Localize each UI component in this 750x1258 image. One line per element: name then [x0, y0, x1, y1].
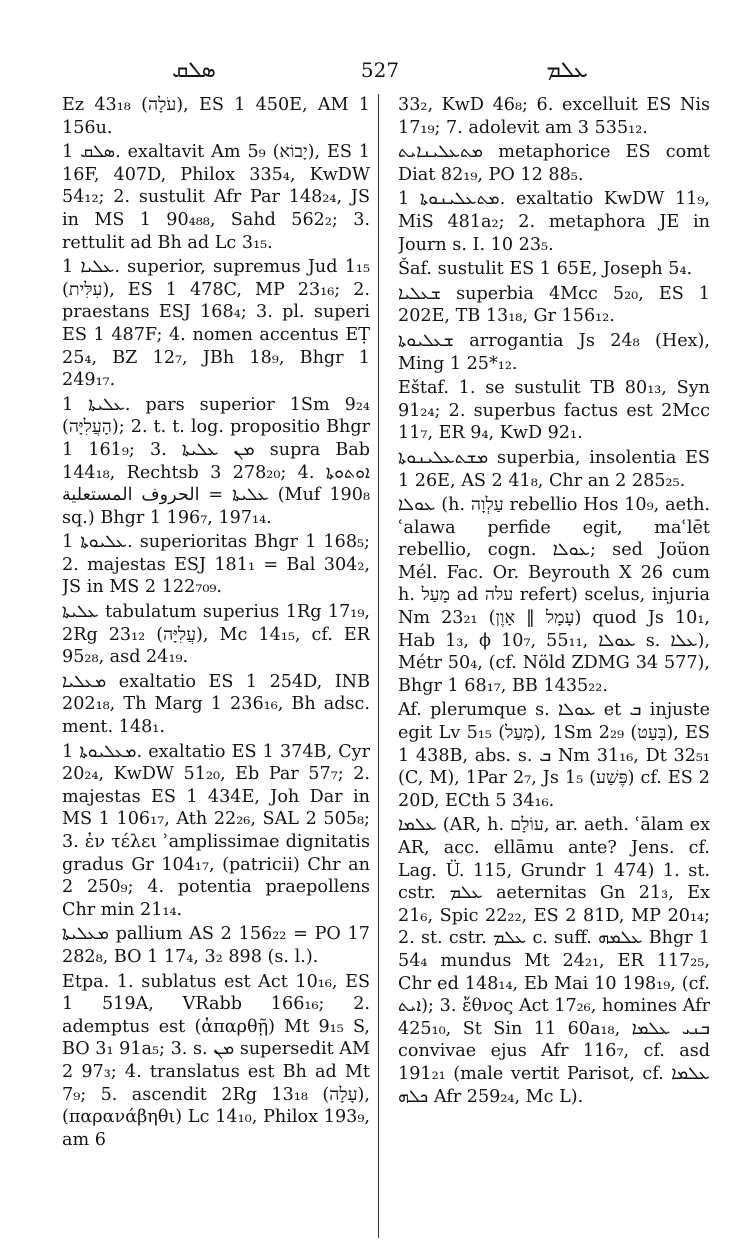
entry: ܥܠܝܐ 1. superior, supremus Jud 1₁₅ (עִלִּית), ES 1 478C, MP 23₁₆; 2. praestans ESJ 168₄; 3. pl. superi ES 1 487F; 4. nomen accentus EṬ 25₄, BZ 12₇, JBh 18₉, Bhgr 1 249₁₇. — [62, 257, 370, 391]
entry: ܡܥܠܝܘܬܐ 1. exaltatio ES 1 374B, Cyr 20₂₄, KwDW 51₂₀, Eb Par 57₇; 2. majestas ES 1 434E, Joh Dar in MS 1 106₁₇, Ath 22₂₆, SAL 2 505₈; 3. ἐν τέλει ʾamplissimae dignitatis gradus Gr 104₁₇, (patricii) Chr an 2 250₉; 4. potentia praepollens Chr min 21₁₄. — [62, 741, 370, 920]
entry: ܫܥܠܝܘܬܐ arrogantia Js 24₈ (Hex), Ming 1 25*₁₂. — [398, 330, 710, 374]
entry: ܡܥܠܝܬܐ pallium AS 2 156₂₂ = PO 17 282₈, BO 1 17₄, 3₂ 898 (s. l.). — [62, 924, 370, 967]
entry: ܥܘܠܐ (h. עַלְוָה rebellio Hos 10₉, aeth. ʿalawa perfide egit, maʿlēt rebellio, cogn. ܥܘܠܐ; sed Joüon Mél. Fac. Or. Beyrouth X 26 cum h. מָעַל ad עלה refert) scelus, injuria Nm 23₂₁ (עָמָל ‖ אָוֶן) quod Js 10₁, Hab 1₃, ϕ 10₇, 55₁₁, ܥܘܠܐ s. ܥܠܐ), Métr 50₄, (cf. Nöld ZDMG 34 577), Bhgr 1 68₁₇, BB 1435₂₂. — [398, 495, 710, 696]
entry: 33₂, KwD 46₈; 6. excelluit ES Nis 17₁₉; 7. adolevit am 3 535₁₂. — [398, 95, 710, 138]
column-divider — [378, 94, 379, 1238]
entry: ܥܠܝܬܐ tabulatum superius 1Rg 17₁₉, 2Rg 23₁₂ (עֲלִיָּה), Mc 14₁₅, cf. ER 95₂₈, asd 24₁₉. — [62, 602, 370, 668]
running-head — [60, 58, 700, 82]
entry: Ez 43₁₈ (עֹלָה), ES 1 450E, AM 1 156u. — [62, 95, 370, 138]
page-number: 527 — [360, 58, 400, 82]
entry: ܫܥܠܝܐ superbia 4Mcc 5₂₀, ES 1 202E, TB 13₁₈, Gr 156₁₂. — [398, 283, 710, 327]
running-head-left-letter: ܣܠܩ — [172, 58, 216, 83]
entry: ܡܬܥܠܝܢܘܬܐ 1. exaltatio KwDW 11₉, MiS 481a₂; 2. metaphora JE in Journ s. I. 10 23₅. — [398, 189, 710, 255]
left-column — [62, 94, 370, 1244]
entry: Af. plerumque s. ܥܘܠܐ et ܒ injuste egit Lv 5₁₅ (מָעַל), 1Sm 2₂₉ (בָּעַט), ES 1 438B, abs. s. ܒ Nm 31₁₆, Dt 32₅₁ (C, M), 1Par 2₇, Js 1₅ (פֶּשַׁע) cf. ES 2 20D, ECth 5 34₁₆. — [398, 700, 710, 811]
entry: ܣܠܩ 1. exaltavit Am 5₉ (יָבוֹא), ES 1 16F, 407D, Philox 335₄, KwDW 54₁₂; 2. sustulit Afr Par 148₂₄, JS in MS 1 90₄₈₈, Sahd 562₂; 3. rettulit ad Bh ad Lc 3₁₅. — [62, 142, 370, 253]
entry: ܥܠܝܬܐ 1. pars superior 1Sm 9₂₄ (הָעֲלִיָּה); 2. t. t. log. propositio Bhgr 1 161₉; 3. ܡܢ ܥܠܝܬܐ supra Bab 144₁₈, Rechtsb 3 278₂₀; 4. ܐܘܬܘܬܐ ܥܠܝܬܐ = الحروف المستعلية (Muf 190₈ sq.) Bhgr 1 196₇, 197₁₄. — [62, 394, 370, 528]
entry: ܡܫܬܥܠܝܢܘܬܐ superbia, insolentia ES 1 26E, AS 2 41₈, Chr an 2 285₂₅. — [398, 447, 710, 491]
entry: Eštaf. 1. se sustulit TB 80₁₃, Syn 91₂₄; 2. superbus factus est 2Mcc 11₇, ER 9₄, KwD 92₁. — [398, 378, 710, 444]
entry: ܡܬܥܠܝܢܐܝܬ metaphorice ES comt Diat 82₁₉, PO 12 88₅. — [398, 142, 710, 185]
entry: Etpa. 1. sublatus est Act 10₁₆, ES 1 519A, VRabb 166₁₆; 2. ademptus est (ἀπαρθῇ) Mt 9₁₅ S, BO 3₁ 91a₅; 3. s. ܡܢ supersedit AM 2 97₃; 4. translatus est Bh ad Mt 7₉; 5. ascendit 2Rg 13₁₈ (עָלָה), (παρανάβηθι) Lc 14₁₀, Philox 193₉, am 6 — [62, 971, 370, 1150]
entry: ܡܥܠܝܐ exaltatio ES 1 254D, INB 202₁₈, Th Marg 1 236₁₆, Bh adsc. ment. 148₁. — [62, 671, 370, 738]
entry: ܥܠܡܐ (AR, h. עוֹלָם, ar. aeth. ʿālam ex AR, acc. ellāmu ante? Jens. cf. Lag. Ü. 115, Grundr 1 474) 1. st. cstr. ܥܠܡ aeternitas Gn 21₃, Ex 21₆, Spic 22₂₂, ES 2 81D, MP 20₁₄; 2. st. cstr. ܥܠܡ c. suff. ܥܠܡܗ Bhgr 1 54₄ mundus Mt 24₂₁, ER 117₂₅, Chr ed 148₁₄, Eb Mai 10 198₁₉, (cf. ܐܝܬ); 3. ἔθνος Act 17₂₆, homines Afr 425₁₀, St Sin 11 60a₁₈, ܒܢܝ ܥܠܡܐ convivae ejus Afr 116₇, cf. asd 191₂₁ (male vertit Parisot, cf. ܥܠܡܐ ܟܠܗ Afr 259₂₄, Mc L). — [398, 815, 710, 1107]
entry: Šaf. sustulit ES 1 65E, Joseph 5₄. — [398, 259, 693, 280]
running-head-right-letter: ܥܠܡ — [546, 58, 588, 83]
right-column — [398, 94, 710, 1244]
entry: ܥܠܝܘܬܐ 1. superioritas Bhgr 1 168₅; 2. majestas ESJ 181₁ = Bal 304₂, JS in MS 2 122₇₀₉. — [62, 532, 370, 598]
